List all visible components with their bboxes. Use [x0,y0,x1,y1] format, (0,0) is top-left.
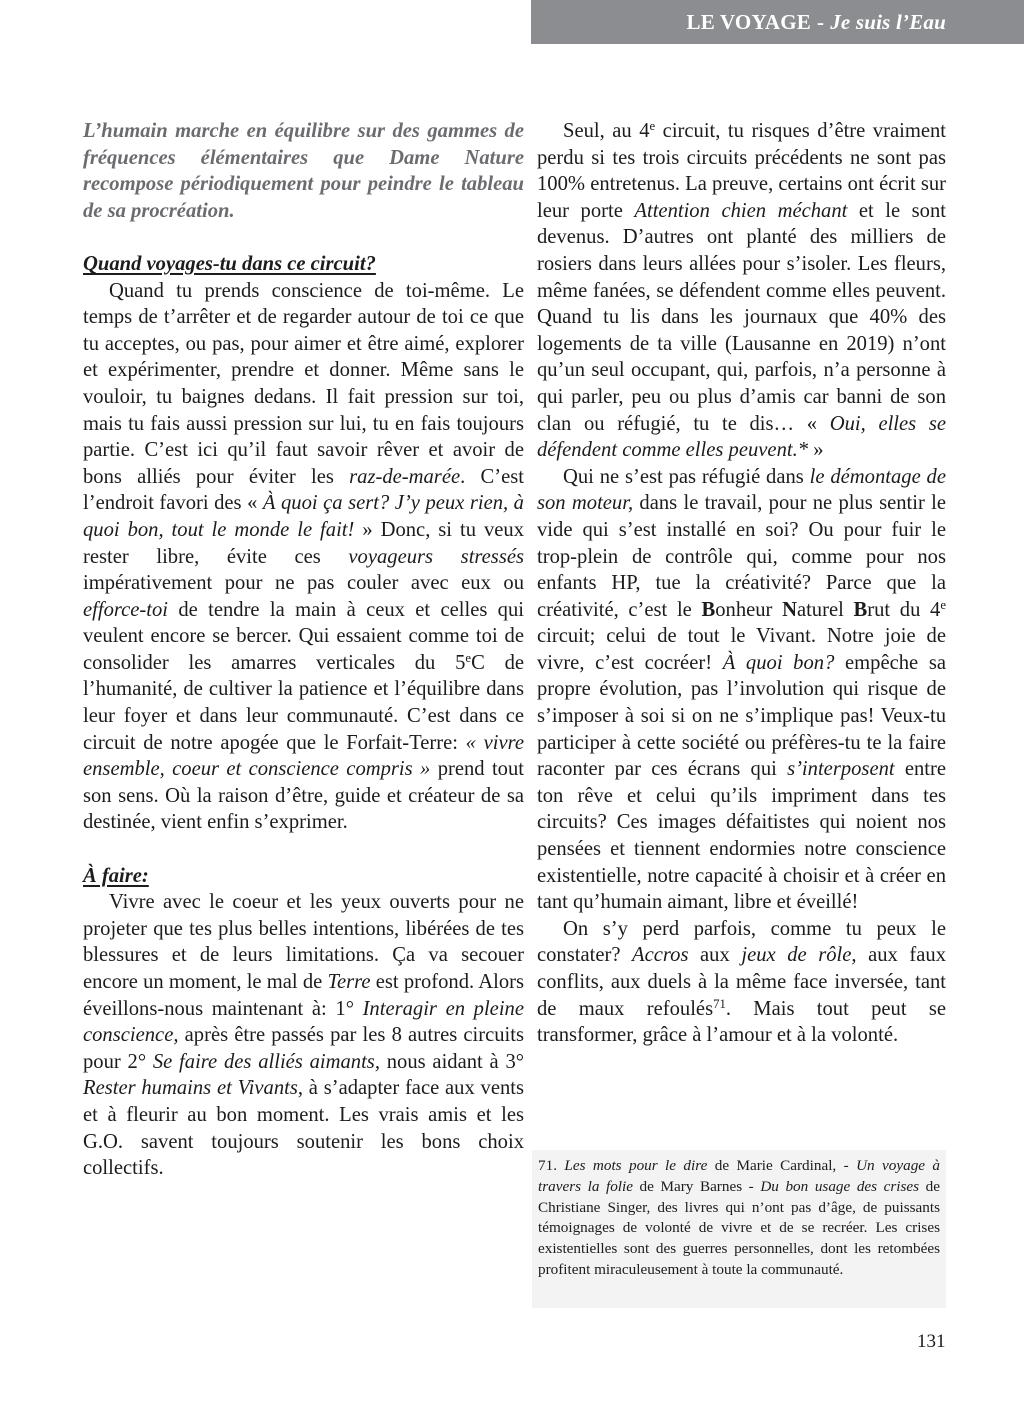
paragraph-refuge: Qui ne s’est pas réfugié dans le démontage de son moteur, dans le travail, pour ne plus sentir le vide qui s’est installé en soi? Ou pour fuir le trop-plein de contrôle qui, comme pour nos enfants HP, tue la créativité? Parce que la créativité, c’est le Bonheur Naturel Brut du 4e circuit; celui de tout le Vivant. Notre joie de vivre, c’est cocréer! À quoi bon? empêche sa propre évolution, pas l’involution qui risque de s’imposer à soi si on ne s’implique pas! Veux-tu participer à cette société ou préfères-tu te la faire raconter par ces écrans qui s’interposent entre ton rêve et celui qu’ils impriment dans tes circuits? Ces images défaitistes qui noient nos pensées et tiennent endormies notre conscience existentielle, notre capacité à choisir et à créer en tant qu’humain aimant, libre et éveillé! [537,465,946,914]
footnote-box: 71. Les mots pour le dire de Marie Cardinal, - Un voyage à travers la folie de Mary Barnes - Du bon usage des crises de Christiane Singer, des livres qui n’ont pas d’âge, de puissants témoignages de volonté de vivre et de se recréer. Les crises existentielles sont des guerres personnelles, dont les retombées profitent miraculeusement à toute la communauté. [532,1150,946,1308]
paragraph-alone: Seul, au 4e circuit, tu risques d’être vraiment perdu si tes trois circuits précédents ne sont pas 100% entretenus. La preuve, certains ont écrit sur leur porte Attention chien méchant et le sont devenus. D’autres ont planté des milliers de rosiers dans leurs allées pour s’isoler. Les fleurs, même fanées, se défendent comme elles peuvent. Quand tu lis dans les journaux que 40% des logements de ta ville (Lausanne en 2019) n’ont qu’un seul occupant, qui, parfois, n’a personne à qui parler, peu ou plus d’amis car banni de son clan ou réfugié, tu te dis… « Oui, elles se défendent comme elles peuvent.* » [537,118,947,462]
section-heading-when: Quand voyages-tu dans ce circuit? [83,252,376,275]
epigraph: L’humain marche en équilibre sur des gammes de fréquences élémentaires que Dame Nature recompose périodiquement pour peindre le tableau de sa procréation. [83,120,524,222]
running-header [531,0,1024,44]
header-subtitle: Je suis l’Eau [830,9,946,34]
header-separator: - [817,9,825,34]
footnote-ref[interactable]: 71 [713,996,726,1011]
paragraph-lost: On s’y perd parfois, comme tu peux le constater? Accros aux jeux de rôle, aux faux conflits, aux duels à la même face inversée, tant de maux refoulés$^{71}$. Mais tout peut se transformer, grâce à l’amour et à la volonté. [537,917,946,1047]
footnote-number: 71. [538,1157,557,1174]
paragraph-todo: Vivre avec le coeur et les yeux ouverts pour ne projeter que tes plus belles intentions, libérées de tes blessures et de leurs limitations. Ça va secouer encore un moment, le mal de Terre est profond. Alors éveillons-nous maintenant à: 1° Interagir en pleine conscience, après être passés par les 8 autres circuits pour 2° Se faire des alliés aimants, nous aidant à 3° Rester humains et Vivants, à s’adapter face aux vents et à fleurir au bon moment. Les vrais amis et les G.O. savent toujours soutenir les bons choix collectifs. [83,891,524,1180]
right-column [537,118,946,1049]
section-heading-todo: À faire: [83,864,149,887]
header-title: LE VOYAGE [686,9,811,34]
page-number: 131 [917,1331,946,1352]
left-column [83,118,524,1182]
paragraph-when: Quand tu prends conscience de toi-même. Le temps de t’arrêter et de regarder autour de toi ce que tu acceptes, ou pas, pour aimer et être aimé, explorer et expérimenter, prendre et donner. Même sans le vouloir, tu baignes dedans. Il fait pression sur toi, mais tu fais aussi pression sur lui, tu en fais toujours partie. C’est ici qu’il faut savoir rêver et avoir de bons alliés pour éviter les raz-de-marée. C’est l’endroit favori des « À quoi ça sert? J’y peux rien, à quoi bon, tout le monde le fait! » Donc, si tu veux rester libre, évite ces voyageurs stressés impérativement pour ne pas couler avec eux ou efforce-toi de tendre la main à ceux et celles qui veulent encore se bercer. Qui essaient comme toi de consolider les amarres verticales du 5eC de l’humanité, de cultiver la patience et l’équilibre dans leur foyer et dans leur communauté. C’est dans ce circuit de notre apogée que le Forfait-Terre: « vivre ensemble, coeur et conscience compris » prend tout son sens. Où la raison d’être, guide et créateur de sa destinée, vient enfin s’exprimer. [83,279,525,834]
